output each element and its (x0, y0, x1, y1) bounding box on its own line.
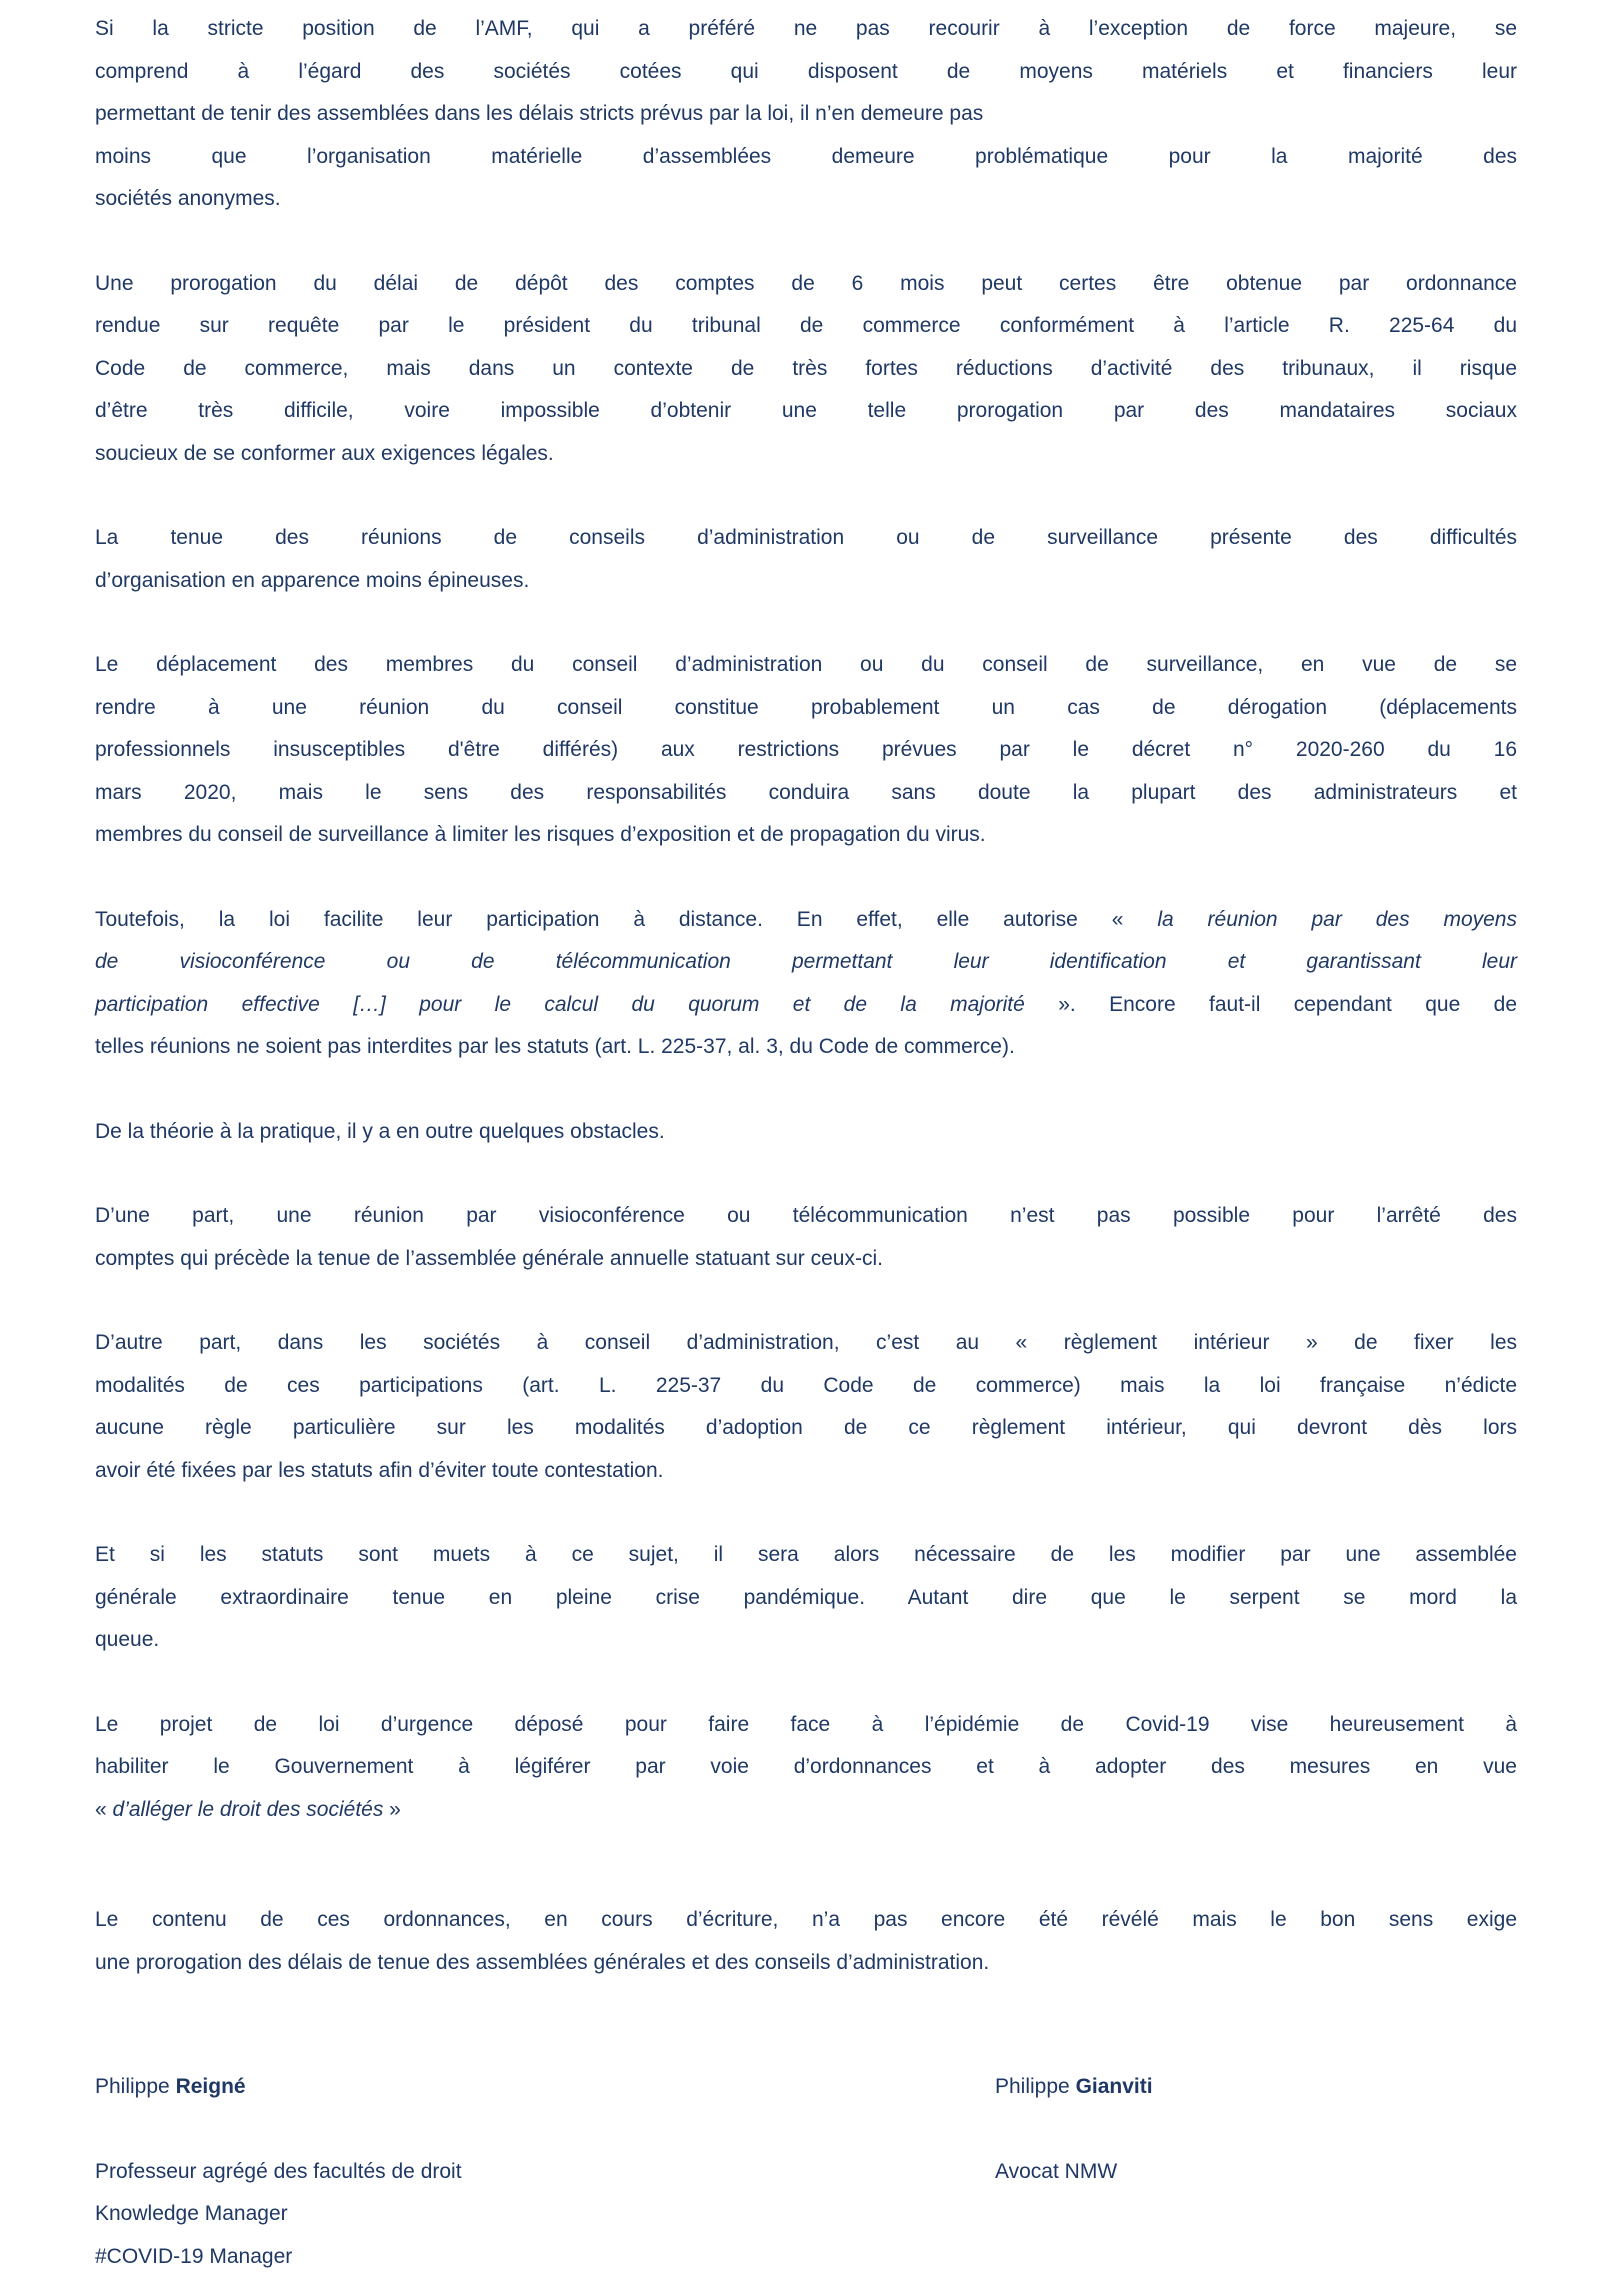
para-deplacement-membres-line-3 (95, 729, 1517, 772)
text: La tenue des réunions de conseils d’administration ou de surveillance présente des difficultés (95, 526, 1517, 549)
para-dune-part (95, 1195, 1517, 1280)
text: ». Encore faut-il cependant que de (1024, 992, 1517, 1016)
text: modalités de ces participations (art. L. 225-37 du Code de commerce) mais la loi française n’édicte (95, 1373, 1517, 1397)
signature-role: Knowledge Manager (95, 2202, 288, 2225)
text: une prorogation des délais de tenue des assemblées générales et des conseils d’administration. (95, 1950, 990, 1974)
para-contenu-ordonnances-line-1 (95, 1899, 1517, 1942)
para-statuts-muets-line-2 (95, 1577, 1517, 1620)
para-projet-loi-urgence (95, 1704, 1517, 1832)
para-theorie-pratique (95, 1111, 1517, 1154)
text: Le projet de loi d’urgence déposé pour faire face à l’épidémie de Covid-19 vise heureusement à (95, 1712, 1517, 1736)
para-theorie-pratique-line-1 (95, 1111, 1517, 1154)
italic-text: la réunion par des moyens (1157, 907, 1517, 931)
text: Le déplacement des membres du conseil d’administration ou du conseil de surveillance, en vue de se (95, 653, 1517, 676)
bold-text: Gianviti (1075, 2075, 1153, 2098)
para-participation-distance-line-4 (95, 1026, 1517, 1069)
signature-name (995, 2066, 1517, 2109)
para-dautre-part (95, 1322, 1517, 1492)
text: professionnels insusceptibles d'être différés) aux restrictions prévues par le décret n° 2020-260 du 16 (95, 738, 1517, 761)
text: permettant de tenir des assemblées dans les délais stricts prévus par la loi, il n’en demeure pas (95, 102, 984, 125)
text: Et si les statuts sont muets à ce sujet, il sera alors nécessaire de les modifier par une assemblée (95, 1543, 1517, 1566)
para-prorogation-delai-line-1 (95, 263, 1517, 306)
text: d’organisation en apparence moins épineuses. (95, 568, 530, 592)
para-prorogation-delai-line-3 (95, 348, 1517, 391)
bold-text: Reigné (175, 2075, 246, 2098)
text: comprend à l’égard des sociétés cotées qui disposent de moyens matériels et financiers leur (95, 59, 1517, 83)
text: habiliter le Gouvernement à légiférer par voie d’ordonnances et à adopter des mesures en vue (95, 1755, 1517, 1778)
text: soucieux de se conformer aux exigences légales. (95, 441, 554, 465)
text: avoir été fixées par les statuts afin d’éviter toute contestation. (95, 1458, 664, 1482)
para-contenu-ordonnances (95, 1899, 1517, 1984)
para-participation-distance (95, 899, 1517, 1069)
para-position-amf-line-1 (95, 8, 1517, 51)
para-position-amf-line-2 (95, 51, 1517, 94)
para-projet-loi-urgence-line-1 (95, 1704, 1517, 1747)
text: Philippe (95, 2075, 176, 2098)
para-deplacement-membres-line-5 (95, 814, 1517, 857)
signature-role: Professeur agrégé des facultés de droit (95, 2159, 462, 2183)
signature-role: Avocat NMW (995, 2159, 1118, 2183)
body-paragraphs (95, 8, 1517, 1984)
text: sociétés anonymes. (95, 187, 281, 210)
text: Code de commerce, mais dans un contexte de très fortes réductions d’activité des tribunaux, il risque (95, 356, 1517, 380)
para-participation-distance-line-2 (95, 941, 1517, 984)
para-prorogation-delai-line-4 (95, 390, 1517, 433)
para-contenu-ordonnances-line-2 (95, 1942, 1517, 1985)
text: mars 2020, mais le sens des responsabilités conduira sans doute la plupart des administrateurs et (95, 780, 1517, 804)
para-position-amf-line-3 (95, 93, 1517, 136)
para-tenue-reunions-line-2 (95, 560, 1517, 603)
para-dautre-part-line-2 (95, 1365, 1517, 1408)
para-dautre-part-line-3 (95, 1407, 1517, 1450)
para-participation-distance-line-1 (95, 899, 1517, 942)
text: comptes qui précède la tenue de l’assemblée générale annuelle statuant sur ceux-ci. (95, 1246, 883, 1270)
signature-column-2 (995, 2066, 1517, 2278)
text: Le contenu de ces ordonnances, en cours d’écriture, n’a pas encore été révélé mais le bon sens exige (95, 1908, 1517, 1931)
signature-column-1 (95, 2066, 995, 2278)
para-participation-distance-line-3 (95, 984, 1517, 1027)
text: membres du conseil de surveillance à limiter les risques d’exposition et de propagation du virus. (95, 823, 986, 846)
para-prorogation-delai (95, 263, 1517, 476)
text: De la théorie à la pratique, il y a en outre quelques obstacles. (95, 1119, 665, 1143)
text: Philippe (995, 2075, 1076, 2098)
italic-text: d’alléger le droit des sociétés (112, 1797, 384, 1821)
para-projet-loi-urgence-line-2 (95, 1746, 1517, 1789)
italic-text: participation effective […] pour le calcul du quorum et de la majorité (95, 992, 1025, 1016)
text: rendre à une réunion du conseil constitue probablement un cas de dérogation (déplacements (95, 695, 1517, 719)
para-deplacement-membres-line-2 (95, 687, 1517, 730)
para-statuts-muets-line-3 (95, 1619, 1517, 1662)
text: générale extraordinaire tenue en pleine crise pandémique. Autant dire que le serpent se mord la (95, 1585, 1517, 1609)
para-position-amf-line-4 (95, 136, 1517, 179)
para-deplacement-membres-line-1 (95, 644, 1517, 687)
text: moins que l’organisation matérielle d’assemblées demeure problématique pour la majorité des (95, 144, 1517, 168)
text: queue. (95, 1628, 160, 1651)
para-dautre-part-line-4 (95, 1450, 1517, 1493)
text: « (95, 1797, 113, 1821)
para-tenue-reunions (95, 517, 1517, 602)
text: telles réunions ne soient pas interdites par les statuts (art. L. 225-37, al. 3, du Code de commerce). (95, 1035, 1015, 1058)
text: Si la stricte position de l’AMF, qui a préféré ne pas recourir à l’exception de force majeure, se (95, 17, 1517, 40)
text: Une prorogation du délai de dépôt des comptes de 6 mois peut certes être obtenue par ordonnance (95, 271, 1517, 295)
text: D’une part, une réunion par visioconférence ou télécommunication n’est pas possible pour l’arrêté des (95, 1204, 1517, 1227)
para-position-amf (95, 8, 1517, 221)
para-tenue-reunions-line-1 (95, 517, 1517, 560)
text: d’être très difficile, voire impossible d’obtenir une telle prorogation par des mandataires sociaux (95, 399, 1517, 422)
para-deplacement-membres-line-4 (95, 772, 1517, 815)
signature-role: #COVID-19 Manager (95, 2244, 293, 2268)
para-position-amf-line-5 (95, 178, 1517, 221)
text: Toutefois, la loi facilite leur participation à distance. En effet, elle autorise « (95, 907, 1158, 931)
para-statuts-muets (95, 1534, 1517, 1662)
para-statuts-muets-line-1 (95, 1534, 1517, 1577)
para-prorogation-delai-line-5 (95, 433, 1517, 476)
text: aucune règle particulière sur les modalités d’adoption de ce règlement intérieur, qui devront dès lors (95, 1416, 1517, 1439)
text: » (383, 1797, 401, 1821)
signature-name (95, 2066, 995, 2109)
para-deplacement-membres (95, 644, 1517, 857)
text: D’autre part, dans les sociétés à conseil d’administration, c’est au « règlement intérieur » de fixer les (95, 1331, 1517, 1354)
para-dune-part-line-2 (95, 1238, 1517, 1281)
italic-text: de visioconférence ou de télécommunication permettant leur identification et garantissant leur (95, 950, 1517, 973)
signature-block (95, 2066, 1517, 2278)
para-projet-loi-urgence-line-3 (95, 1789, 1517, 1832)
para-dautre-part-line-1 (95, 1322, 1517, 1365)
para-prorogation-delai-line-2 (95, 305, 1517, 348)
para-dune-part-line-1 (95, 1195, 1517, 1238)
text: rendue sur requête par le président du tribunal de commerce conformément à l’article R. 225-64 du (95, 314, 1517, 337)
